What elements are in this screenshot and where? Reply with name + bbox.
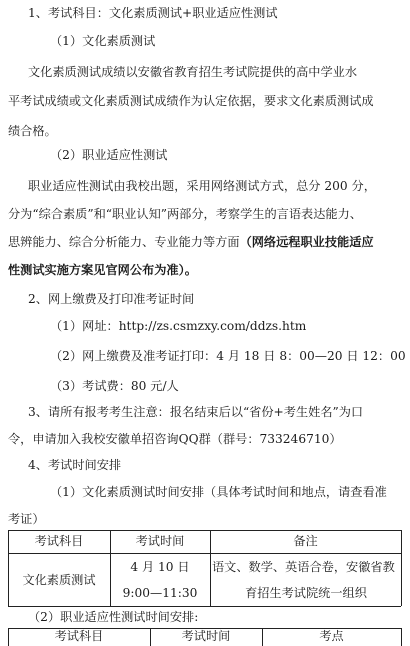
table-cell-note: 语文、数学、英语合卷，安徽省教 bbox=[212, 560, 395, 574]
table-header-notes: 备注 bbox=[293, 534, 318, 548]
fee-line: （3）考试费：80 元/人 bbox=[50, 379, 179, 393]
paragraph-line: 分为“综合素质”和“职业认知”两部分，考察学生的言语表达能力、 bbox=[8, 207, 362, 221]
section-4-1-title-cont: 考证） bbox=[8, 512, 45, 526]
section-1-2-title: （2）职业适应性测试 bbox=[50, 148, 168, 162]
table2-header-location: 考点 bbox=[319, 629, 344, 643]
section-1-1-title: （1）文化素质测试 bbox=[50, 34, 156, 48]
paragraph-line: 文化素质测试成绩以安徽省教育招生考试院提供的高中学业水 bbox=[28, 65, 358, 79]
table-cell-hours: 9:00—11:30 bbox=[122, 586, 198, 600]
section-3-line: 令，申请加入我校安徽单招咨询QQ群（群号：733246710） bbox=[8, 432, 342, 446]
table2-header-subject: 考试科目 bbox=[54, 629, 104, 643]
table-cell-subject: 文化素质测试 bbox=[22, 573, 96, 587]
section-3-line: 3、请所有报考考生注意：报名结束后以“省份+考生姓名”为口 bbox=[28, 405, 364, 419]
paragraph-bold-line: 性测试实施方案见官网公布为准）。 bbox=[8, 263, 197, 277]
table-cell-note-cont: 育招生考试院统一组织 bbox=[245, 586, 367, 600]
paragraph-text: 思辨能力、综合分析能力、专业能力等方面 bbox=[8, 235, 240, 249]
paragraph-line: 职业适应性测试由我校出题，采用网络测试方式，总分 200 分， bbox=[28, 179, 376, 193]
table-header-subject: 考试科目 bbox=[34, 534, 84, 548]
section-4-2-title: （2）职业适应性测试时间安排: bbox=[28, 610, 199, 624]
table-header-time: 考试时间 bbox=[135, 534, 185, 548]
section-4-title: 4、考试时间安排 bbox=[28, 458, 122, 472]
section-2-title: 2、网上缴费及打印准考证时间 bbox=[28, 292, 195, 306]
section-1-title: 1、考试科目：文化素质测试+职业适应性测试 bbox=[28, 6, 278, 20]
website-line: （1）网址：http://zs.csmzxy.com/ddzs.htm bbox=[50, 319, 307, 333]
paragraph-line: 平考试成绩或文化素质测试成绩作为认定依据，要求文化素质测试成 bbox=[8, 94, 374, 108]
table2-header-time: 考试时间 bbox=[181, 629, 231, 643]
payment-time-line: （2）网上缴费及准考证打印：4 月 18 日 8：00—20 日 12：00 bbox=[50, 349, 406, 363]
paragraph-line: 绩合格。 bbox=[8, 124, 57, 138]
paragraph-line bbox=[8, 233, 374, 251]
section-4-1-title: （1）文化素质测试时间安排（具体考试时间和地点，请查看准 bbox=[50, 485, 387, 499]
paragraph-bold-text: （网络远程职业技能适应 bbox=[239, 235, 374, 249]
table-cell-date: 4 月 10 日 bbox=[130, 560, 190, 574]
